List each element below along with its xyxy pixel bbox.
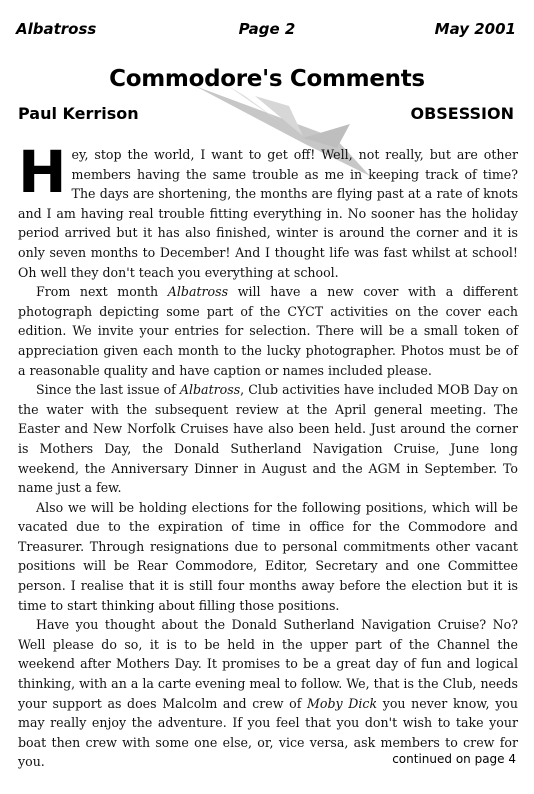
- paragraph: [18, 138, 518, 282]
- article-author: Paul Kerrison: [18, 104, 139, 123]
- article-title: Commodore's Comments: [109, 66, 425, 92]
- paragraph-text: From next month: [36, 284, 168, 300]
- article-body: [18, 138, 519, 772]
- drop-cap: H: [18, 138, 67, 206]
- paragraph: [18, 498, 518, 616]
- page-number: Page 2: [238, 20, 296, 38]
- paragraph-text: Since the last issue of: [36, 382, 180, 398]
- paragraph-text: ey, stop the world, I want to get off! Well, not really, but are other members having the same trouble as me in keeping track of time? The days are shortening, the months are flying past at a rate of knots and I am having real trouble fitting everything in. No sooner has the holiday period arrived but it has also finished, winter is around the corner and it is only seven months to December! And I thought life was fast whilst at school! Oh well they don't teach you everything at school.: [18, 147, 518, 280]
- paragraph-text: Also we will be holding elections for the following positions, which will be vacated due to the expiration of time in office for the Commodore and Treasurer. Through resignations due to personal commitments other vacant positions will be Rear Commodore, Editor, Secretary and one Committee person. I realise that it is still four months away before the election but it is time to start thinking about filling those positions.: [18, 499, 518, 613]
- publication-title: Albatross: [179, 382, 241, 398]
- paragraph: [18, 615, 518, 772]
- article-topic: OBSESSION: [410, 104, 514, 123]
- continued-note: continued on page 4: [392, 752, 516, 766]
- publication-name: Albatross: [16, 20, 97, 38]
- boat-name: Moby Dick: [307, 695, 378, 711]
- paragraph: [18, 380, 518, 498]
- publication-title: Albatross: [167, 284, 229, 300]
- paragraph-text: you never know, you may really enjoy the adventure. If you feel that you don't wish to take your boat then crew with some one else, or, vice versa, ask members to crew for you.: [18, 695, 518, 770]
- paragraph-text: will have a new cover with a different photograph depicting some part of the CYCT activities on the cover each edition. We invite your entries for selection. There will be a small token of appreciation given each month to the lucky photographer. Photos must be of a reasonable quality and have caption or names included please.: [18, 284, 518, 378]
- paragraph-text: , Club activities have included MOB Day on the water with the subsequent review at the April general meeting. The Easter and New Norfolk Cruises have also been held. Just around the corner is Mothers Day, the Donald Sutherland Navigation Cruise, June long weekend, the Anniversary Dinner in August and the AGM in September. To name just a few.: [18, 382, 519, 496]
- paragraph-text: Have you thought about the Donald Sutherland Navigation Cruise? No? Well please do so, it is to be held in the upper part of the Channel the weekend after Mothers Day. It promises to be a great day of fun and logical thinking, with an a la carte evening meal to follow. We, that is the Club, needs your support as does Malcolm and crew of: [18, 617, 518, 711]
- paragraph: [18, 282, 518, 380]
- issue-date: May 2001: [434, 20, 516, 38]
